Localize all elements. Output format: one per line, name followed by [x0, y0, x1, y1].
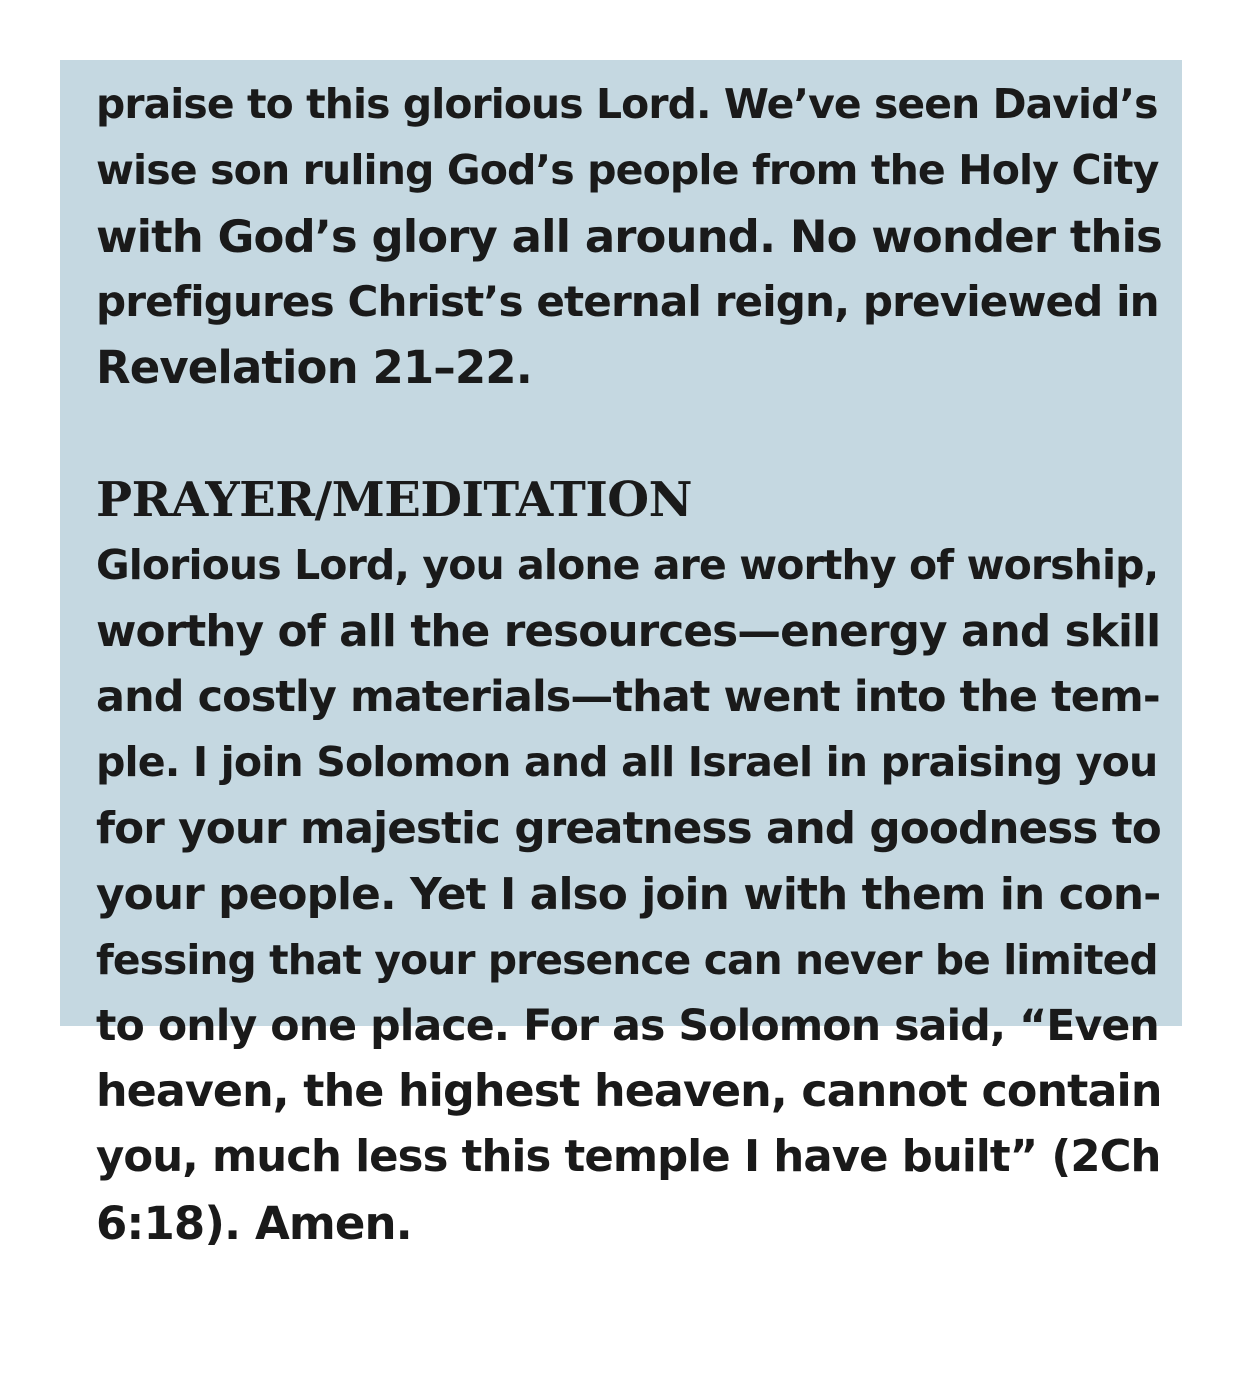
- text-line: you, much less this temple I have built” (2Ch: [96, 1132, 1161, 1183]
- section-heading: PRAYER/MEDITATION: [96, 471, 692, 528]
- text-line: Glorious Lord, you alone are worthy of worship,: [96, 540, 1159, 589]
- section-spacer: [96, 401, 1162, 465]
- text-line: prefigures Christ’s eternal reign, previewed in: [96, 277, 1159, 327]
- prayer-section: [96, 465, 1162, 1257]
- text-line: Revelation 21–22.: [96, 341, 532, 395]
- text-line: 6:18). Amen.: [96, 1196, 412, 1250]
- text-line: to only one place. For as Solomon said, “Even: [96, 1000, 1159, 1051]
- text-line: and costly materials—that went into the tem-: [96, 671, 1160, 722]
- text-line: fessing that your presence can never be limited: [96, 935, 1158, 984]
- devotional-panel: [60, 60, 1182, 1250]
- text-line: heaven, the highest heaven, cannot contain: [96, 1066, 1162, 1118]
- text-line: ple. I join Solomon and all Israel in praising you: [96, 738, 1158, 787]
- text-line: with God’s glory all around. No wonder this: [96, 209, 1162, 263]
- text-line: worthy of all the resources—energy and skill: [96, 605, 1161, 657]
- text-line: your people. Yet I also join with them in con-: [96, 868, 1161, 920]
- text-line: for your majestic greatness and goodness to: [96, 803, 1161, 855]
- text-line: praise to this glorious Lord. We’ve seen David’s: [96, 80, 1158, 128]
- intro-paragraph: [96, 72, 1162, 401]
- text-line: wise son ruling God’s people from the Holy City: [96, 145, 1159, 194]
